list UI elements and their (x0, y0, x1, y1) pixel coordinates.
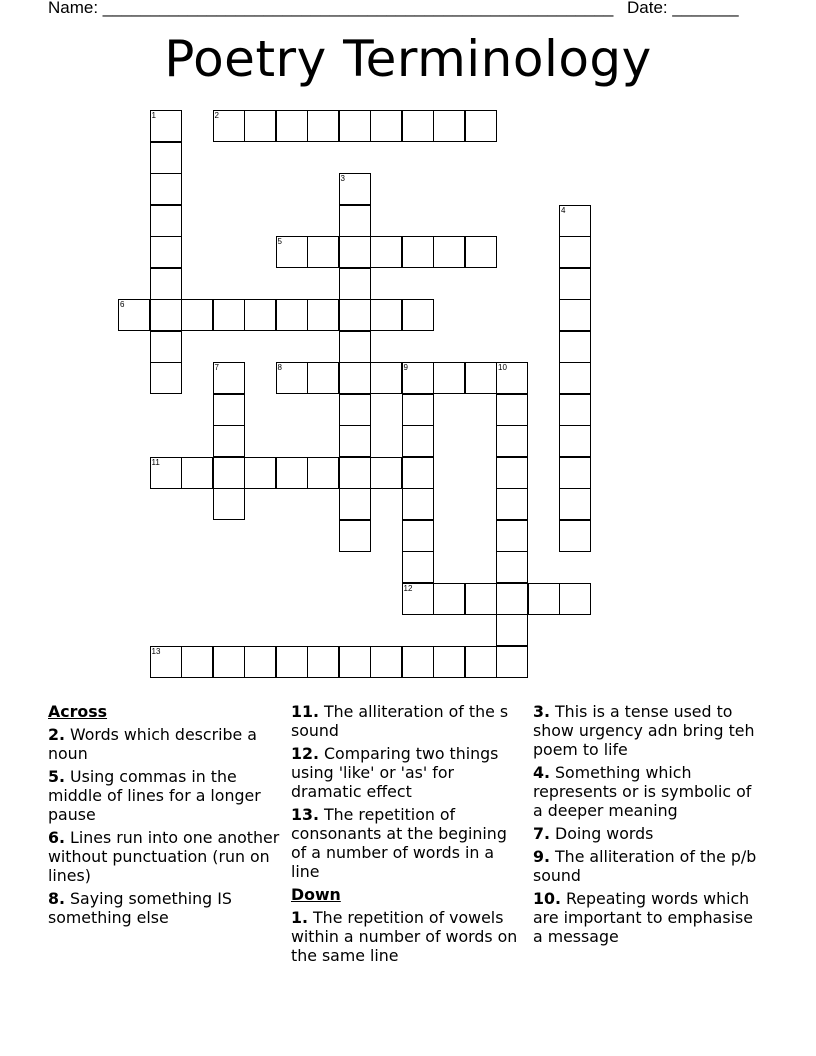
crossword-cell[interactable] (465, 362, 497, 394)
clue-number: 9. (533, 847, 550, 866)
crossword-cell[interactable] (496, 394, 528, 426)
cell-number: 10 (498, 363, 507, 372)
clue-column-3 (533, 702, 765, 950)
crossword-cell[interactable] (150, 268, 182, 300)
crossword-cell[interactable] (181, 299, 213, 331)
crossword-cell[interactable] (244, 299, 276, 331)
crossword-cell[interactable] (213, 362, 245, 394)
crossword-cell[interactable] (370, 236, 402, 268)
crossword-cell[interactable] (559, 205, 591, 237)
crossword-cell[interactable] (496, 520, 528, 552)
crossword-cell[interactable] (402, 457, 434, 489)
crossword-cell[interactable] (244, 646, 276, 678)
crossword-cell[interactable] (307, 236, 339, 268)
clue-across-8 (48, 889, 280, 927)
cell-number: 11 (151, 457, 160, 467)
crossword-cell[interactable] (496, 488, 528, 520)
crossword-cell[interactable] (339, 110, 371, 142)
crossword-cell[interactable] (496, 583, 528, 615)
crossword-cell[interactable] (402, 394, 434, 426)
crossword-cell[interactable] (307, 457, 339, 489)
crossword-cell[interactable] (150, 173, 182, 205)
crossword-cell[interactable] (150, 299, 182, 331)
crossword-cell[interactable] (370, 362, 402, 394)
clue-text: Something which represents or is symbolic of a deeper meaning (533, 763, 752, 820)
crossword-cell[interactable] (118, 299, 150, 331)
crossword-cell[interactable] (307, 646, 339, 678)
crossword-cell[interactable] (433, 362, 465, 394)
clue-across-12 (291, 744, 523, 801)
clue-across-13 (291, 805, 523, 881)
crossword-cell[interactable] (528, 583, 560, 615)
crossword-cell[interactable] (244, 110, 276, 142)
crossword-cell[interactable] (276, 457, 308, 489)
crossword-cell[interactable] (339, 646, 371, 678)
clue-number: 3. (533, 702, 550, 721)
cell-number: 3 (340, 174, 345, 183)
crossword-cell[interactable] (244, 457, 276, 489)
clue-text: Comparing two things using 'like' or 'as' for dramatic effect (291, 744, 499, 801)
crossword-cell[interactable] (559, 488, 591, 520)
crossword-cell[interactable] (402, 583, 434, 615)
clue-text: Repeating words which are important to emphasise a message (533, 889, 753, 946)
crossword-cell[interactable] (150, 646, 182, 678)
crossword-cell[interactable] (370, 110, 402, 142)
crossword-cell[interactable] (433, 236, 465, 268)
crossword-cell[interactable] (402, 236, 434, 268)
crossword-cell[interactable] (402, 362, 434, 394)
crossword-cell[interactable] (150, 142, 182, 174)
clue-number: 13. (291, 805, 319, 824)
crossword-cell[interactable] (402, 488, 434, 520)
crossword-cell[interactable] (559, 268, 591, 300)
clue-text: The alliteration of the s sound (291, 702, 509, 740)
date-field-line: Date: _______ (627, 0, 739, 17)
crossword-cell[interactable] (559, 362, 591, 394)
clue-down-9 (533, 847, 765, 885)
cell-number: 5 (277, 237, 282, 246)
clue-column-1 (48, 702, 280, 931)
across-heading: Across (48, 702, 108, 721)
page-title: Poetry Terminology (164, 30, 652, 88)
crossword-cell[interactable] (465, 110, 497, 142)
crossword-cell[interactable] (559, 457, 591, 489)
crossword-cell[interactable] (465, 583, 497, 615)
crossword-cell[interactable] (181, 646, 213, 678)
crossword-cell[interactable] (339, 488, 371, 520)
clue-text: This is a tense used to show urgency adn bring teh poem to life (533, 702, 755, 759)
crossword-cell[interactable] (276, 236, 308, 268)
crossword-cell[interactable] (339, 173, 371, 205)
crossword-cell[interactable] (402, 425, 434, 457)
crossword-cell[interactable] (307, 299, 339, 331)
crossword-cell[interactable] (559, 331, 591, 363)
crossword-cell[interactable] (559, 520, 591, 552)
crossword-cell[interactable] (433, 110, 465, 142)
crossword-cell[interactable] (213, 110, 245, 142)
crossword-cell[interactable] (213, 457, 245, 489)
crossword-cell[interactable] (370, 457, 402, 489)
clue-number: 11. (291, 702, 319, 721)
crossword-cell[interactable] (402, 646, 434, 678)
clue-number: 12. (291, 744, 319, 763)
cell-number: 2 (214, 111, 219, 120)
crossword-cell[interactable] (559, 394, 591, 426)
cell-number: 9 (403, 363, 408, 372)
crossword-cell[interactable] (213, 488, 245, 520)
clue-text: Saying something IS something else (48, 889, 232, 927)
clue-column-2 (291, 702, 523, 969)
clue-number: 10. (533, 889, 561, 908)
clue-number: 7. (533, 824, 550, 843)
clue-across-6 (48, 828, 280, 885)
crossword-cell[interactable] (213, 299, 245, 331)
crossword-cell[interactable] (307, 362, 339, 394)
crossword-cell[interactable] (276, 646, 308, 678)
clue-down-7 (533, 824, 765, 843)
crossword-cell[interactable] (402, 520, 434, 552)
cell-number: 13 (151, 646, 161, 656)
crossword-cell[interactable] (496, 614, 528, 646)
name-field-line: Name: ______________________________________________________ (48, 0, 614, 17)
cell-number: 7 (214, 363, 219, 372)
crossword-cell[interactable] (496, 646, 528, 678)
cell-number: 6 (120, 300, 125, 309)
crossword-cell[interactable] (433, 646, 465, 678)
crossword-cell[interactable] (150, 110, 182, 142)
crossword-cell[interactable] (496, 425, 528, 457)
crossword-cell[interactable] (276, 299, 308, 331)
crossword-cell[interactable] (339, 394, 371, 426)
crossword-cell[interactable] (150, 205, 182, 237)
clue-down-4 (533, 763, 765, 820)
crossword-cell[interactable] (339, 425, 371, 457)
crossword-cell[interactable] (402, 551, 434, 583)
clue-text: Words which describe a noun (48, 725, 257, 763)
clue-text: Lines run into one another without punctuation (run on lines) (48, 828, 280, 885)
clue-across-11 (291, 702, 523, 740)
crossword-cell[interactable] (150, 331, 182, 363)
crossword-cell[interactable] (559, 583, 591, 615)
crossword-cell[interactable] (370, 646, 402, 678)
crossword-cell[interactable] (465, 236, 497, 268)
crossword-cell[interactable] (339, 205, 371, 237)
clue-number: 1. (291, 908, 308, 927)
clue-down-1 (291, 908, 523, 965)
clue-across-2 (48, 725, 280, 763)
crossword-cell[interactable] (496, 457, 528, 489)
clue-text: Doing words (555, 824, 654, 843)
crossword-cell[interactable] (213, 425, 245, 457)
clue-across-5 (48, 767, 280, 824)
crossword-cell[interactable] (465, 646, 497, 678)
clue-down-3 (533, 702, 765, 759)
clue-number: 8. (48, 889, 65, 908)
crossword-cell[interactable] (150, 362, 182, 394)
crossword-cell[interactable] (370, 299, 402, 331)
crossword-cell[interactable] (496, 362, 528, 394)
cell-number: 1 (151, 111, 156, 120)
clue-number: 4. (533, 763, 550, 782)
crossword-cell[interactable] (339, 236, 371, 268)
cell-number: 8 (277, 363, 282, 372)
crossword-cell[interactable] (559, 236, 591, 268)
crossword-cell[interactable] (213, 646, 245, 678)
cell-number: 4 (561, 205, 566, 215)
crossword-cell[interactable] (213, 394, 245, 426)
crossword-cell[interactable] (339, 331, 371, 363)
clue-down-10 (533, 889, 765, 946)
clue-number: 2. (48, 725, 65, 744)
crossword-cell[interactable] (339, 520, 371, 552)
clue-text: The repetition of consonants at the begining of a number of words in a line (291, 805, 507, 881)
cell-number: 12 (403, 583, 413, 593)
crossword-cell[interactable] (276, 362, 308, 394)
clue-text: Using commas in the middle of lines for a longer pause (48, 767, 261, 824)
crossword-cell[interactable] (339, 268, 371, 300)
crossword-cell[interactable] (339, 457, 371, 489)
clue-text: The repetition of vowels within a number of words on the same line (291, 908, 518, 965)
crossword-cell[interactable] (150, 457, 182, 489)
crossword-cell[interactable] (402, 299, 434, 331)
crossword-cell[interactable] (433, 583, 465, 615)
crossword-cell[interactable] (150, 236, 182, 268)
clue-number: 5. (48, 767, 65, 786)
crossword-cell[interactable] (339, 299, 371, 331)
crossword-cell[interactable] (559, 299, 591, 331)
crossword-cell[interactable] (496, 551, 528, 583)
crossword-cell[interactable] (181, 457, 213, 489)
clue-text: The alliteration of the p/b sound (533, 847, 757, 885)
clue-number: 6. (48, 828, 65, 847)
down-heading: Down (291, 885, 341, 904)
crossword-cell[interactable] (559, 425, 591, 457)
crossword-cell[interactable] (339, 362, 371, 394)
crossword-cell[interactable] (276, 110, 308, 142)
crossword-cell[interactable] (307, 110, 339, 142)
crossword-cell[interactable] (402, 110, 434, 142)
